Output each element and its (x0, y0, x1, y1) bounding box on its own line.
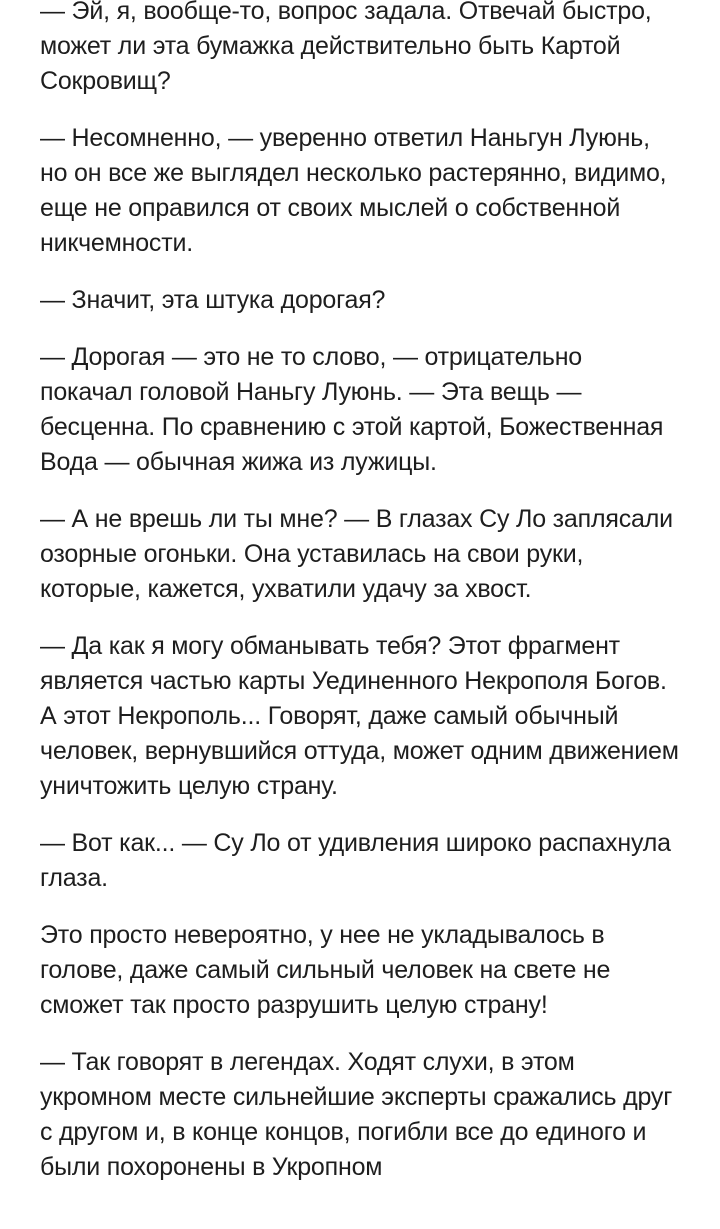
paragraph: — Да как я могу обманывать тебя? Этот фрагмент является частью карты Уединенного Некрополя Богов. А этот Некрополь... Говорят, даже самый обычный человек, вернувшийся оттуда, может одним движением уничтожить целую страну. (40, 632, 679, 800)
paragraph: — Дорогая — это не то слово, — отрицательно покачал головой Наньгу Луюнь. — Эта вещь — бесценна. По сравнению с этой картой, Божественная Вода — обычная жижа из лужицы. (40, 343, 664, 476)
paragraph: — Так говорят в легендах. Ходят слухи, в этом укромном месте сильнейшие эксперты сражались друг с другом и, в конце концов, погибли все до единого и были похоронены в Укропном (40, 1048, 673, 1181)
paragraph: — Значит, эта штука дорогая? (40, 286, 386, 314)
paragraph: Это просто невероятно, у нее не укладывалось в голове, даже самый сильный человек на свете не сможет так просто разрушить целую страну! (40, 921, 611, 1019)
paragraph: — Несомненно, — уверенно ответил Наньгун Луюнь, но он все же выглядел несколько растерянно, видимо, еще не оправился от своих мыслей о собственной никчемности. (40, 124, 667, 257)
paragraph: — Вот как... — Су Ло от удивления широко распахнула глаза. (40, 829, 671, 892)
paragraph: — Эй, я, вообще-то, вопрос задала. Отвечай быстро, может ли эта бумажка действительно быть Картой Сокровищ? (40, 0, 652, 95)
paragraph: — А не врешь ли ты мне? — В глазах Су Ло заплясали озорные огоньки. Она уставилась на свои руки, которые, кажется, ухватили удачу за хвост. (40, 505, 673, 603)
